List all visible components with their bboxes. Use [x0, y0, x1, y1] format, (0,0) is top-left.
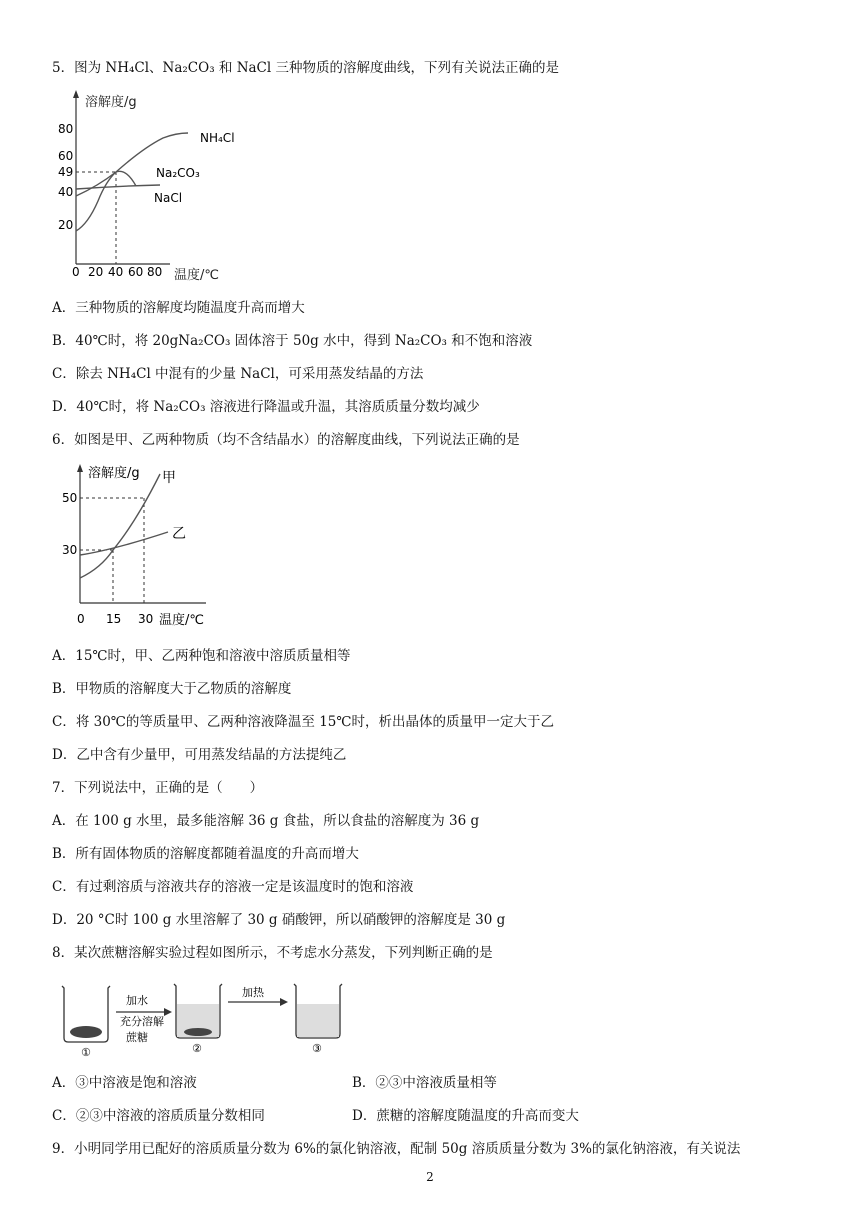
q6-jia-curve	[80, 474, 160, 578]
step1-dissolve: 充分溶解	[120, 1015, 164, 1028]
sugar-solid-2	[184, 1028, 212, 1036]
q6-ylabel: 溶解度/g	[88, 466, 140, 481]
q8-option-a: A．③中溶液是饱和溶液	[52, 1075, 197, 1091]
sugar-solid-1	[70, 1026, 102, 1038]
q7-stem: 7．下列说法中，正确的是（ ）	[52, 780, 264, 796]
step1-sugar: 蔗糖	[126, 1031, 148, 1044]
q5-xtick-0: 0	[72, 265, 80, 279]
q7-option-a: A．在 100 g 水里，最多能溶解 36 g 食盐，所以食盐的溶解度为 36 g	[52, 813, 480, 829]
q6-option-c: C．将 30℃的等质量甲、乙两种溶液降温至 15℃时，析出晶体的质量甲一定大于乙	[52, 714, 554, 730]
q5-xtick-60: 60	[128, 265, 144, 279]
q6-solubility-chart	[56, 460, 246, 632]
q8-option-c: C．②③中溶液的溶质质量分数相同	[52, 1108, 265, 1124]
q5-series-nacl: NaCl	[154, 191, 183, 205]
q8-stem: 8．某次蔗糖溶解实验过程如图所示，不考虑水分蒸发，下列判断正确的是	[52, 945, 493, 961]
q9-stem: 9．小明同学用已配好的溶质质量分数为 6%的氯化钠溶液，配制 50g 溶质质量分数为 3%的氯化钠溶液，有关说法	[52, 1141, 741, 1157]
q5-option-d: D．40℃时，将 Na₂CO₃ 溶液进行降温或升温，其溶质质量分数均减少	[52, 399, 480, 415]
solution-3	[297, 1004, 339, 1037]
step1-add-water: 加水	[126, 994, 148, 1007]
beaker-label-1: ①	[81, 1046, 91, 1059]
q6-stem: 6．如图是甲、乙两种物质（均不含结晶水）的溶解度曲线，下列说法正确的是	[52, 432, 520, 448]
q6-xtick-0: 0	[77, 612, 85, 626]
beaker-label-2: ②	[192, 1042, 202, 1055]
q7-option-b: B．所有固体物质的溶解度都随着温度的升高而增大	[52, 846, 359, 862]
q6-ytick-30: 30	[62, 543, 78, 557]
q5-ytick-80: 80	[58, 122, 74, 136]
q7-option-d: D．20 °C时 100 g 水里溶解了 30 g 硝酸钾，所以硝酸钾的溶解度是 30 g	[52, 912, 506, 928]
step2-heat: 加热	[242, 986, 264, 999]
q5-series-na2co3: Na₂CO₃	[156, 166, 200, 180]
q5-xtick-80: 80	[147, 265, 163, 279]
q5-option-b: B．40℃时，将 20gNa₂CO₃ 固体溶于 50g 水中，得到 Na₂CO₃ 和不饱和溶液	[52, 333, 533, 349]
q5-option-a: A．三种物质的溶解度均随温度升高而增大	[52, 300, 305, 316]
q5-xlabel: 温度/℃	[174, 268, 219, 283]
q6-option-a: A．15℃时，甲、乙两种饱和溶液中溶质质量相等	[52, 648, 351, 664]
q5-xtick-40: 40	[108, 265, 124, 279]
q6-xtick-15: 15	[106, 612, 122, 626]
q5-ytick-20: 20	[58, 218, 74, 232]
q6-xtick-30: 30	[138, 612, 154, 626]
q5-ytick-60: 60	[58, 149, 74, 163]
q5-solubility-chart	[48, 86, 248, 286]
page-number: 2	[426, 1170, 434, 1184]
q5-ylabel: 溶解度/g	[85, 95, 137, 110]
q5-ytick-49: 49	[58, 165, 74, 179]
q6-series-jia: 甲	[162, 470, 176, 486]
q6-option-d: D．乙中含有少量甲，可用蒸发结晶的方法提纯乙	[52, 747, 347, 763]
q6-option-b: B．甲物质的溶解度大于乙物质的溶解度	[52, 681, 292, 697]
q8-option-d: D．蔗糖的溶解度随温度的升高而变大	[352, 1108, 579, 1124]
q5-series-nh4cl: NH₄Cl	[200, 131, 235, 145]
q6-xlabel: 温度/℃	[159, 613, 204, 628]
q5-option-c: C．除去 NH₄Cl 中混有的少量 NaCl，可采用蒸发结晶的方法	[52, 366, 424, 382]
q8-experiment-figure	[56, 980, 376, 1062]
q5-xtick-20: 20	[88, 265, 104, 279]
q5-ytick-40: 40	[58, 185, 74, 199]
q5-na2co3-curve	[76, 171, 136, 231]
q6-series-yi: 乙	[172, 526, 186, 542]
q6-ytick-50: 50	[62, 491, 78, 505]
beaker-label-3: ③	[312, 1042, 322, 1055]
q5-stem: 5．图为 NH₄Cl、Na₂CO₃ 和 NaCl 三种物质的溶解度曲线，下列有关说法正确的是	[52, 60, 559, 76]
q8-option-b: B．②③中溶液质量相等	[352, 1075, 497, 1091]
q7-option-c: C．有过剩溶质与溶液共存的溶液一定是该温度时的饱和溶液	[52, 879, 414, 895]
q5-nacl-curve	[76, 185, 160, 189]
